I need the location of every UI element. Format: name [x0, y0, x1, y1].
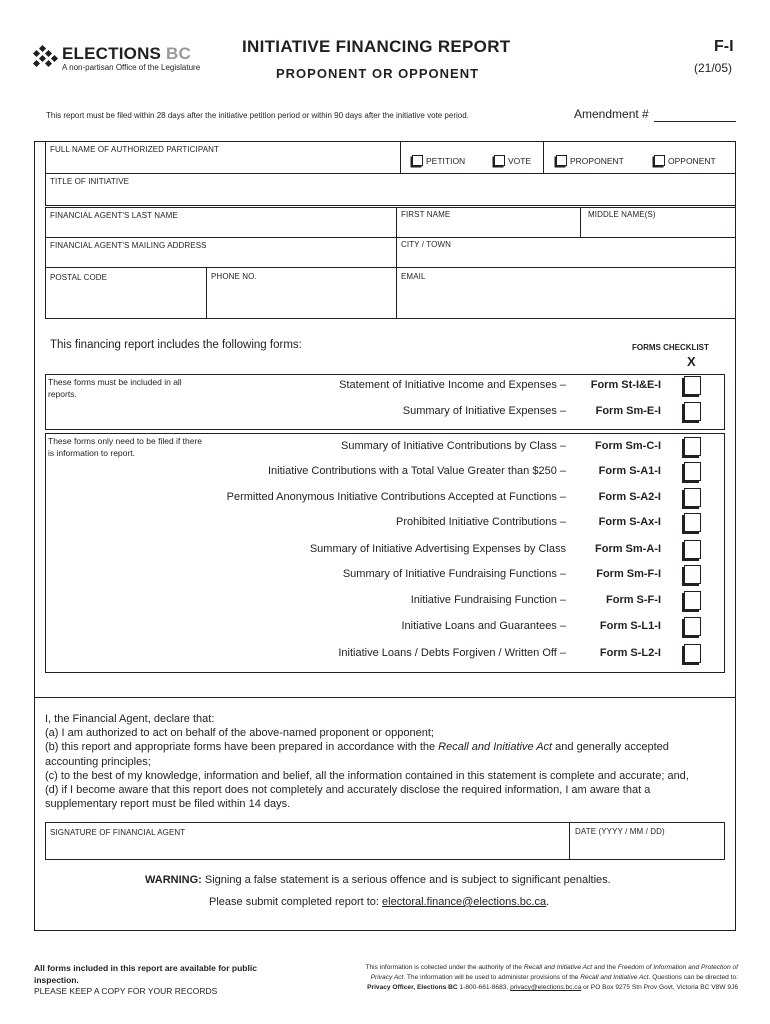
- form-row-checkbox[interactable]: [684, 402, 701, 421]
- declaration-c: (c) to the best of my knowledge, information and belief, all the information contained in this statement is complete and accurate; and,: [45, 769, 689, 782]
- submit-end: .: [546, 896, 550, 908]
- privacy-line1-mid: and the: [592, 964, 618, 971]
- form-row-checkbox[interactable]: [684, 376, 701, 395]
- privacy-line1-act1: Recall and Initiative Act: [523, 964, 593, 971]
- date-label: DATE (YYYY / MM / DD): [575, 827, 665, 836]
- privacy-line2-end: . Questions can be directed to:: [648, 974, 738, 981]
- privacy-email-link[interactable]: privacy@elections.bc.ca: [510, 984, 582, 991]
- declaration-b-end: and generally accepted: [552, 741, 669, 754]
- form-row-description: Summary of Initiative Advertising Expenses by Class: [309, 543, 566, 555]
- form-row-code: Form S-A2-I: [598, 491, 661, 503]
- form-row-code: Form St-I&E-I: [590, 379, 661, 391]
- logo-mark-icon: [32, 42, 60, 70]
- declaration-b-cont: accounting principles;: [45, 755, 151, 768]
- submit-instructions: [209, 896, 549, 908]
- privacy-officer: Privacy Officer, Elections BC: [367, 984, 458, 991]
- form-row-code: Form S-L2-I: [599, 647, 661, 659]
- email-input[interactable]: [396, 267, 736, 319]
- title-of-initiative-label: TITLE OF INITIATIVE: [50, 177, 130, 186]
- petition-checkbox[interactable]: [412, 155, 465, 166]
- middle-names-input[interactable]: [580, 207, 736, 238]
- checklist-mark-icon: X: [687, 354, 696, 369]
- form-version: (21/05): [694, 61, 733, 75]
- form-row-description: Prohibited Initiative Contributions –: [396, 516, 566, 528]
- declaration-d-cont: supplementary report must be filed within 14 days.: [45, 798, 291, 811]
- submit-text: Please submit completed report to:: [209, 896, 383, 908]
- warning-label: WARNING:: [145, 874, 202, 886]
- form-row-description: Permitted Anonymous Initiative Contributions Accepted at Functions –: [226, 491, 566, 503]
- declaration-b-text: (b) this report and appropriate forms have been prepared in accordance with the: [45, 741, 439, 754]
- mailing-address-label: FINANCIAL AGENT'S MAILING ADDRESS: [50, 241, 207, 250]
- vote-checkbox[interactable]: [494, 155, 531, 166]
- form-row-code: Form S-Ax-I: [598, 516, 661, 528]
- first-name-label: FIRST NAME: [401, 210, 451, 219]
- form-row-checkbox[interactable]: [684, 591, 701, 610]
- form-row-code: Form S-F-I: [606, 594, 661, 606]
- form-subtitle: PROPONENT OR OPPONENT: [276, 66, 480, 81]
- city-town-label: CITY / TOWN: [401, 240, 451, 249]
- footer-keep-copy: PLEASE KEEP A COPY FOR YOUR RECORDS: [34, 986, 218, 996]
- privacy-line2-act2: Recall and Initiative Act: [580, 974, 649, 981]
- optional-forms-note: These forms only need to be filed if there is information to report.: [48, 436, 203, 458]
- form-row-code: Form Sm-C-I: [595, 440, 661, 452]
- vote-box-icon: [494, 155, 505, 166]
- proponent-label: PROPONENT: [570, 156, 624, 166]
- phone-label: PHONE NO.: [211, 272, 257, 281]
- submit-email-link[interactable]: electoral.finance@elections.bc.ca: [382, 896, 547, 908]
- amendment-input[interactable]: [654, 121, 736, 122]
- petition-label: PETITION: [426, 156, 466, 166]
- logo-name: ELECTIONS BC: [62, 44, 191, 63]
- proponent-box-icon: [556, 155, 567, 166]
- form-row-checkbox[interactable]: [684, 488, 701, 507]
- participant-name-label: FULL NAME OF AUTHORIZED PARTICIPANT: [50, 145, 219, 154]
- proponent-checkbox[interactable]: [556, 155, 624, 166]
- form-row-checkbox[interactable]: [684, 565, 701, 584]
- form-row-code: Form Sm-A-I: [595, 543, 661, 555]
- agent-last-name-input[interactable]: [45, 207, 397, 238]
- title-of-initiative-field[interactable]: [45, 173, 736, 206]
- agent-last-name-label: FINANCIAL AGENT'S LAST NAME: [50, 211, 178, 220]
- form-title: INITIATIVE FINANCING REPORT: [242, 37, 511, 56]
- privacy-line1-text: This information is collected under the authority of the: [365, 964, 524, 971]
- email-label: EMAIL: [401, 272, 426, 281]
- footer-public-1: All forms included in this report are available for public: [34, 963, 257, 973]
- declaration-d: (d) if I become aware that this report does not completely and accurately disclose the required information, I am aware that a: [45, 784, 651, 797]
- phone-input[interactable]: [206, 267, 397, 319]
- logo-name-suffix: BC: [166, 44, 191, 63]
- signature-label: SIGNATURE OF FINANCIAL AGENT: [50, 828, 186, 837]
- filing-note: This report must be filed within 28 days after the initiative petition period or within 90 days after the initiative vote period.: [46, 111, 469, 120]
- privacy-address: or PO Box 9275 Stn Prov Govt, Victoria BC V8W 9J6: [581, 984, 738, 991]
- middle-names-label: MIDDLE NAME(S): [588, 210, 656, 219]
- section-divider: [34, 697, 736, 698]
- declaration-a: (a) I am authorized to act on behalf of the above-named proponent or opponent;: [45, 727, 434, 740]
- form-row-description: Initiative Contributions with a Total Value Greater than $250 –: [268, 465, 566, 477]
- declaration-b: [45, 740, 735, 754]
- privacy-phone: 1-800-661-8683,: [457, 984, 511, 991]
- privacy-line2-mid: . The information will be used to administer provisions of the: [403, 974, 581, 981]
- footer-public-2: inspection.: [34, 974, 79, 985]
- form-row-description: Summary of Initiative Expenses –: [402, 405, 566, 417]
- logo-tagline: A non-partisan Office of the Legislature: [62, 63, 201, 72]
- forms-section-heading: This financing report includes the following forms:: [50, 339, 302, 351]
- form-row-checkbox[interactable]: [684, 437, 701, 456]
- privacy-line1-act2: Freedom of Information and Protection of: [617, 964, 738, 971]
- city-town-input[interactable]: [396, 237, 736, 268]
- postal-code-label: POSTAL CODE: [50, 273, 108, 282]
- elections-bc-logo: [32, 40, 222, 76]
- participant-name-field[interactable]: [45, 141, 736, 174]
- declaration-intro: I, the Financial Agent, declare that:: [45, 713, 215, 725]
- declaration-b-act: Recall and Initiative Act: [438, 741, 553, 754]
- date-input[interactable]: [569, 822, 725, 860]
- privacy-line2-act: Privacy Act: [370, 974, 404, 981]
- declaration: [45, 712, 735, 811]
- footer-privacy-note: [288, 963, 738, 993]
- form-row-description: Initiative Loans / Debts Forgiven / Written Off –: [338, 647, 566, 659]
- warning-message: Signing a false statement is a serious offence and is subject to significant penalties.: [201, 874, 611, 886]
- form-code: F-I: [714, 38, 734, 55]
- forms-checklist-heading: FORMS CHECKLIST: [632, 343, 709, 352]
- footer-public-note: [34, 963, 257, 998]
- warning-text: [145, 874, 611, 886]
- form-row-checkbox[interactable]: [684, 617, 701, 636]
- form-row-code: Form S-L1-I: [599, 620, 661, 632]
- form-row-code: Form S-A1-I: [598, 465, 661, 477]
- petition-box-icon: [412, 155, 423, 166]
- form-row-code: Form Sm-F-I: [596, 568, 661, 580]
- form-row-description: Initiative Fundraising Function –: [410, 594, 566, 606]
- required-forms-note: These forms must be included in all reports.: [48, 377, 182, 399]
- form-row-description: Summary of Initiative Contributions by Class –: [341, 440, 566, 452]
- form-row-code: Form Sm-E-I: [595, 405, 661, 417]
- form-row-description: Initiative Loans and Guarantees –: [401, 620, 566, 632]
- form-row-checkbox[interactable]: [684, 513, 701, 532]
- opponent-box-icon: [654, 155, 665, 166]
- vote-label: VOTE: [508, 156, 532, 166]
- form-row-checkbox[interactable]: [684, 540, 701, 559]
- form-row-checkbox[interactable]: [684, 462, 701, 481]
- form-row-checkbox[interactable]: [684, 644, 701, 663]
- amendment-label: Amendment #: [574, 107, 649, 121]
- form-row-description: Statement of Initiative Income and Expenses –: [339, 379, 566, 391]
- first-name-input[interactable]: [396, 207, 581, 238]
- opponent-checkbox[interactable]: [654, 155, 716, 166]
- form-row-description: Summary of Initiative Fundraising Functions –: [342, 568, 566, 580]
- opponent-label: OPPONENT: [668, 156, 716, 166]
